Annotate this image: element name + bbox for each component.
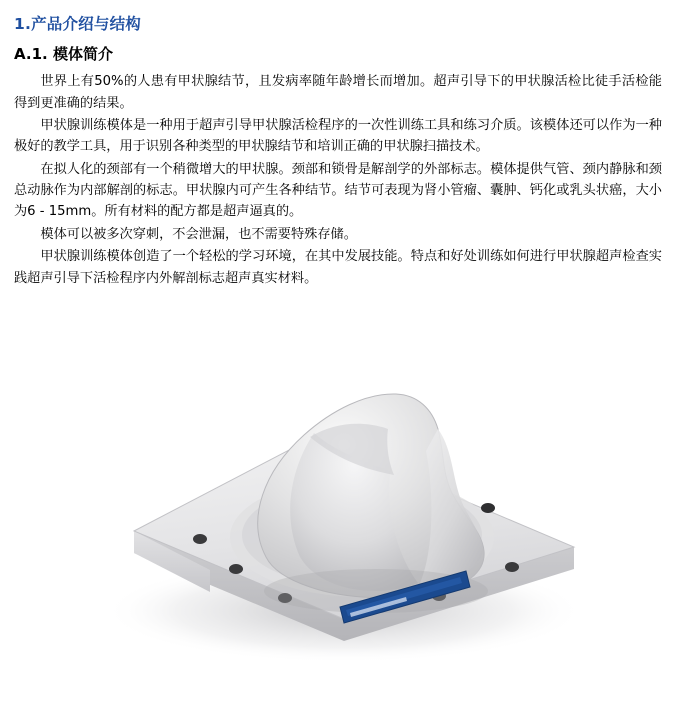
thyroid-phantom-photo — [14, 311, 676, 671]
figure-thyroid-phantom — [14, 311, 662, 671]
bolt-icon — [193, 534, 207, 544]
paragraph-5: 甲状腺训练模体创造了一个轻松的学习环境，在其中发展技能。特点和好处训练如何进行甲状腺超声检查实践超声引导下活检程序内外解剖标志超声真实材料。 — [14, 249, 662, 286]
section-title: 1.产品介绍与结构 — [14, 15, 141, 33]
paragraph-3: 在拟人化的颈部有一个稍微增大的甲状腺。颈部和锁骨是解剖学的外部标志。模体提供气管、颈内静脉和颈总动脉作为内部解剖的标志。甲状腺内可产生各种结节。结节可表现为肾小管瘤、囊肿、钙化或乳头状癌，大小为6 - 15mm。所有材料的配方都是超声逼真的。 — [14, 161, 662, 220]
paragraph-2: 甲状腺训练模体是一种用于超声引导甲状腺活检程序的一次性训练工具和练习介质。该模体还可以作为一种极好的教学工具，用于识别各种类型的甲状腺结节和培训正确的甲状腺扫描技术。 — [14, 117, 662, 155]
bolt-icon — [505, 562, 519, 572]
bolt-icon — [481, 503, 495, 513]
paragraph-4: 模体可以被多次穿刺，不会泄漏，也不需要特殊存储。 — [40, 226, 357, 242]
bolt-icon — [229, 564, 243, 574]
subsection-title: A.1. 模体简介 — [14, 45, 113, 64]
paragraph-1: 世界上有50%的人患有甲状腺结节，且发病率随年龄增长而增加。超声引导下的甲状腺活检比徒手活检能得到更准确的结果。 — [14, 74, 662, 111]
